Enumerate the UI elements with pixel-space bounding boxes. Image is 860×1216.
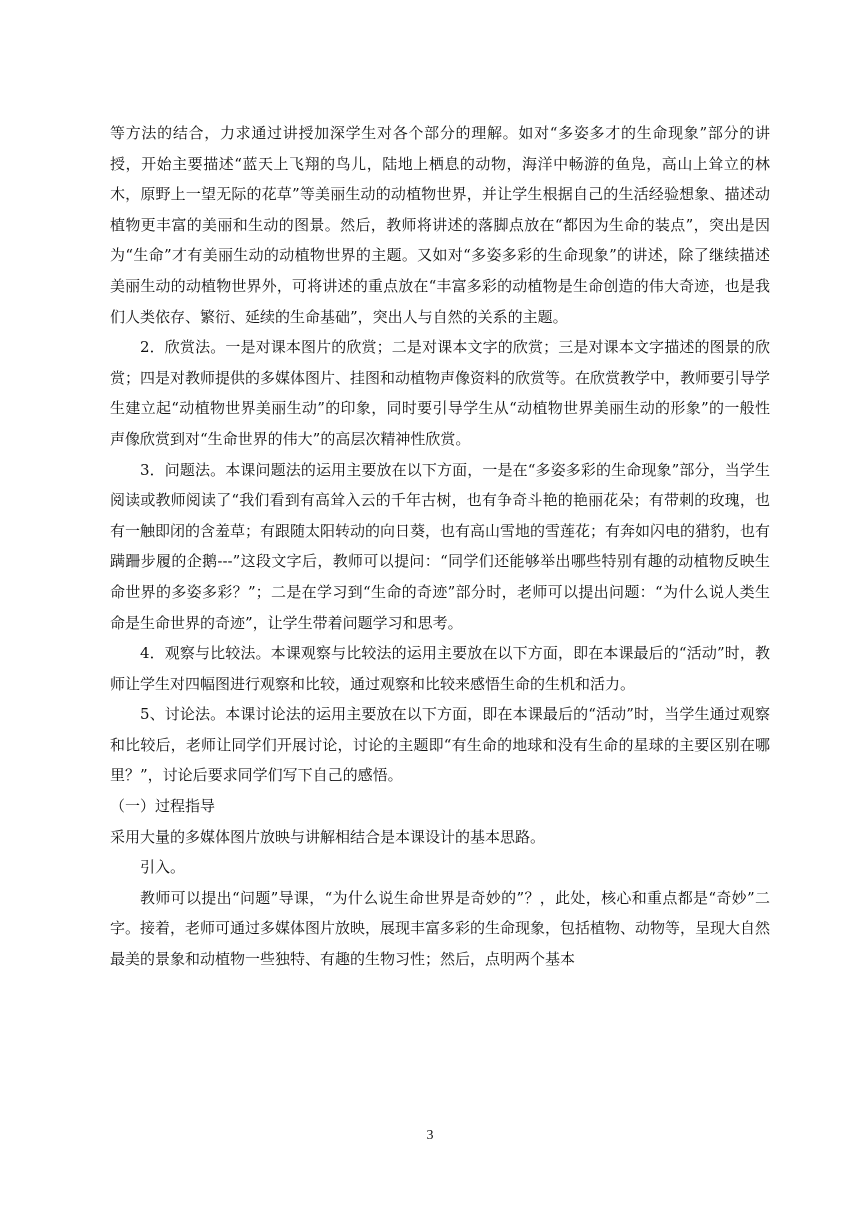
paragraph-introduction-content: 教师可以提出“问题”导课，“为什么说生命世界是奇妙的”？，此处，核心和重点都是“奇妙”二字。接着，老师可通过多媒体图片放映，展现丰富多彩的生命现象，包括植物、动物等，呈现大自然最美的景象和动植物一些独特、有趣的生物习性；然后，点明两个基本 — [110, 888, 771, 969]
page-number: 3 — [426, 1128, 434, 1143]
document-body — [110, 118, 770, 975]
paragraph-introduction-label: 引入。 — [140, 858, 186, 877]
paragraph-design-approach: 采用大量的多媒体图片放映与讲解相结合是本课设计的基本思路。 — [110, 827, 546, 846]
paragraph-question-method: 3．问题法。本课问题法的运用主要放在以下方面，一是在“多姿多彩的生命现象”部分，当学生阅读或教师阅读了“我们看到有高耸入云的千年古树，也有争奇斗艳的艳丽花朵；有带刺的玫瑰，也有一触即闭的含羞草；有跟随太阳转动的向日葵，也有高山雪地的雪莲花；有奔如闪电的猎豹，也有蹒跚步履的企鹅---”这段文字后，教师可以提问：“同学们还能够举出哪些特别有趣的动植物反映生命世界的多姿多彩？”；二是在学习到“生命的奇迹”部分时，老师可以提出问题：“为什么说人类生命是生命世界的奇迹”，让学生带着问题学习和思考。 — [110, 460, 771, 632]
section-heading-process-guidance: （一）过程指导 — [110, 797, 216, 816]
paragraph-appreciation-method: 2．欣赏法。一是对课本图片的欣赏；二是对课本文字的欣赏；三是对课本文字描述的图景的欣赏；四是对教师提供的多媒体图片、挂图和动植物声像资料的欣赏等。在欣赏教学中，教师要引导学生建立起“动植物世界美丽生动”的印象，同时要引导学生从“动植物世界美丽生动的形象”的一般性声像欣赏到对“生命世界的伟大”的高层次精神性欣赏。 — [110, 338, 771, 448]
paragraph-discussion-method: 5、讨论法。本课讨论法的运用主要放在以下方面，即在本课最后的“活动”时，当学生通过观察和比较后，老师让同学们开展讨论，讨论的主题即“有生命的地球和没有生命的星球的主要区别在哪里？”，讨论后要求同学们写下自己的感悟。 — [110, 705, 770, 785]
paragraph-observation-comparison-method: 4．观察与比较法。本课观察与比较法的运用主要放在以下方面，即在本课最后的“活动”时，教师让学生对四幅图进行观察和比较，通过观察和比较来感悟生命的生机和活力。 — [110, 644, 770, 693]
paragraph-lecture-method-continued: 等方法的结合，力求通过讲授加深学生对各个部分的理解。如对“多姿多才的生命现象”部分的讲授，开始主要描述“蓝天上飞翔的鸟儿，陆地上栖息的动物，海洋中畅游的鱼凫，高山上耸立的林木，原野上一望无际的花草”等美丽生动的动植物世界，并让学生根据自己的生活经验想象、描述动植物更丰富的美丽和生动的图景。然后，教师将讲述的落脚点放在“都因为生命的装点”，突出是因为“生命”才有美丽生动的动植物世界的主题。又如对“多姿多彩的生命现象”的讲述，除了继续描述美丽生动的动植物世界外，可将讲述的重点放在“丰富多彩的动植物是生命创造的伟大奇迹，也是我们人类依存、繁衍、延续的生命基础”，突出人与自然的关系的主题。 — [110, 124, 770, 326]
